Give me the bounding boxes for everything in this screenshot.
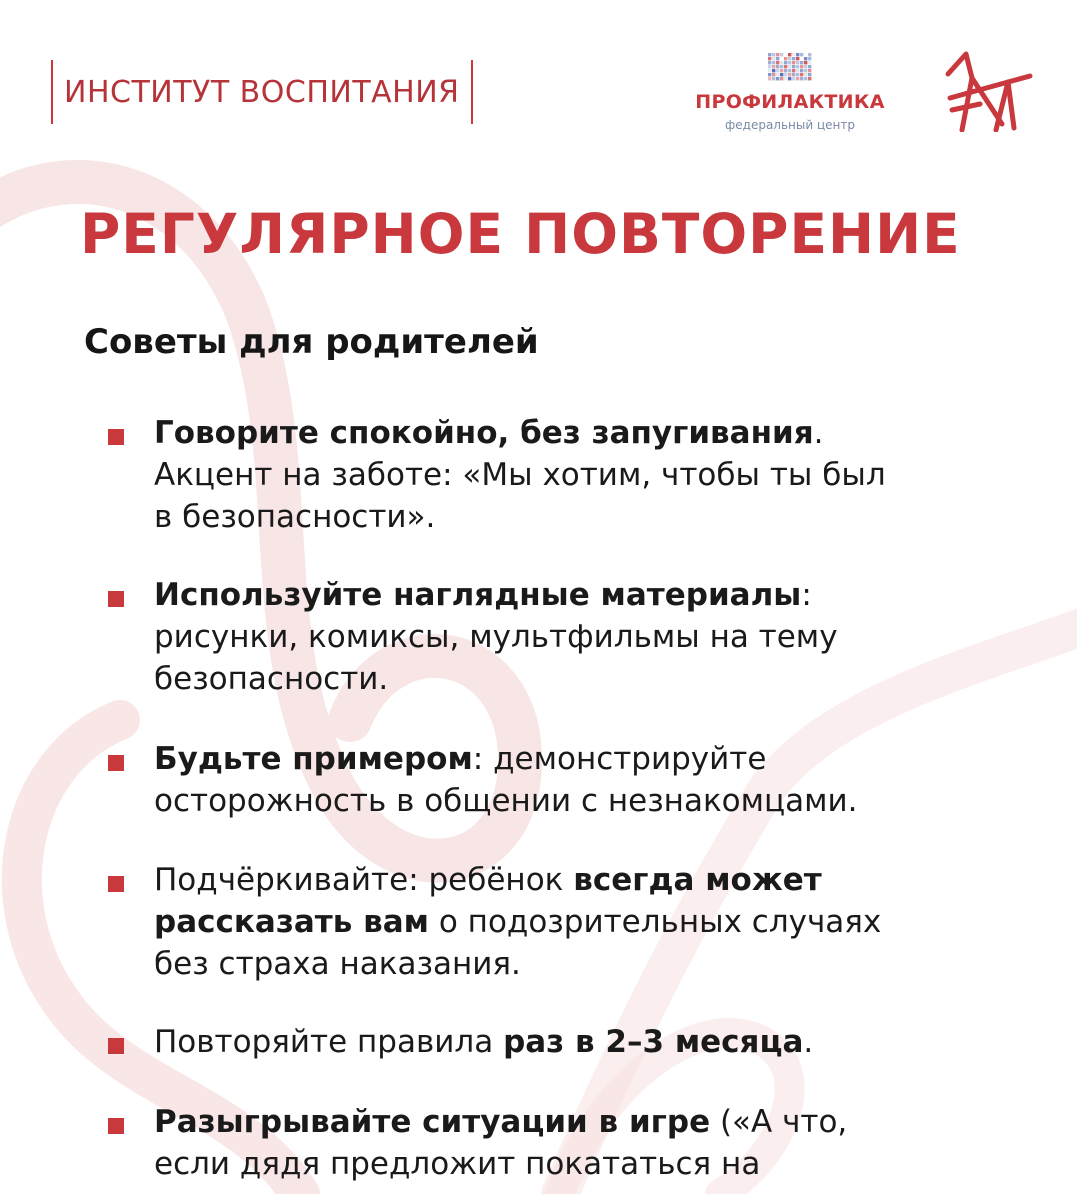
bullet-square-icon — [108, 755, 124, 771]
tip-segment: осторожность в общении с незнакомцами. — [154, 783, 858, 819]
tip-segment: рисунки, комиксы, мультфильмы на тему — [154, 619, 838, 655]
profilaktika-subtitle: федеральный центр — [725, 118, 855, 132]
tip-line — [154, 901, 954, 943]
tip-line — [154, 859, 954, 901]
tip-segment: . — [813, 415, 824, 451]
tip-line — [154, 738, 954, 780]
section-subtitle: Советы для родителей — [84, 322, 539, 362]
profilaktika-title: ПРОФИЛАКТИКА — [695, 91, 885, 113]
bullet-square-icon — [108, 1038, 124, 1054]
tip-line — [154, 943, 954, 985]
tip-bold-segment: Разыгрывайте ситуации в игре — [154, 1104, 711, 1140]
tip-bold-segment: Используйте наглядные материалы — [154, 577, 802, 613]
tip-segment: Акцент на заботе: «Мы хотим, чтобы ты был — [154, 457, 886, 493]
tip-segment: («А что, — [710, 1104, 848, 1140]
tip-text — [154, 574, 954, 700]
bullet-square-icon — [108, 591, 124, 607]
tip-bold-segment: раз в 2–3 месяца — [503, 1024, 804, 1060]
tip-line — [154, 496, 954, 538]
tip-bold-segment: Будьте примером — [154, 741, 473, 777]
bullet-square-icon — [108, 429, 124, 445]
tip-segment: : демонстрируйте — [472, 741, 767, 777]
tip-bold-segment: всегда может — [573, 862, 822, 898]
tip-bold-segment: рассказать вам — [154, 904, 429, 940]
tip-line — [154, 1143, 954, 1185]
tip-line — [154, 1101, 954, 1143]
tip-line — [154, 574, 954, 616]
tip-segment: : — [801, 577, 812, 613]
tip-line — [154, 454, 954, 496]
tip-segment: Повторяйте правила — [154, 1024, 504, 1060]
tip-segment: в безопасности». — [154, 499, 436, 535]
tip-segment: о подозрительных случаях — [429, 904, 882, 940]
tip-line — [154, 616, 954, 658]
bullet-square-icon — [108, 1118, 124, 1134]
tip-text — [154, 1021, 954, 1063]
institute-logo-text: ИНСТИТУТ ВОСПИТАНИЯ — [51, 60, 473, 124]
tip-text — [154, 738, 954, 822]
tip-segment: без страха наказания. — [154, 946, 521, 982]
tip-line — [154, 1021, 954, 1063]
bullet-square-icon — [108, 876, 124, 892]
tip-bold-segment: Говорите спокойно, без запугивания — [154, 415, 814, 451]
tip-line — [154, 780, 954, 822]
tip-segment: Подчёркивайте: ребёнок — [154, 862, 574, 898]
tip-text — [154, 412, 954, 538]
tip-text — [154, 1101, 954, 1185]
tip-segment: если дядя предложит покататься на — [154, 1146, 761, 1182]
tip-text — [154, 859, 954, 985]
page-title: РЕГУЛЯРНОЕ ПОВТОРЕНИЕ — [80, 202, 961, 266]
tip-line — [154, 658, 954, 700]
tip-line — [154, 412, 954, 454]
tip-segment: безопасности. — [154, 661, 389, 697]
tip-segment: . — [803, 1024, 814, 1060]
